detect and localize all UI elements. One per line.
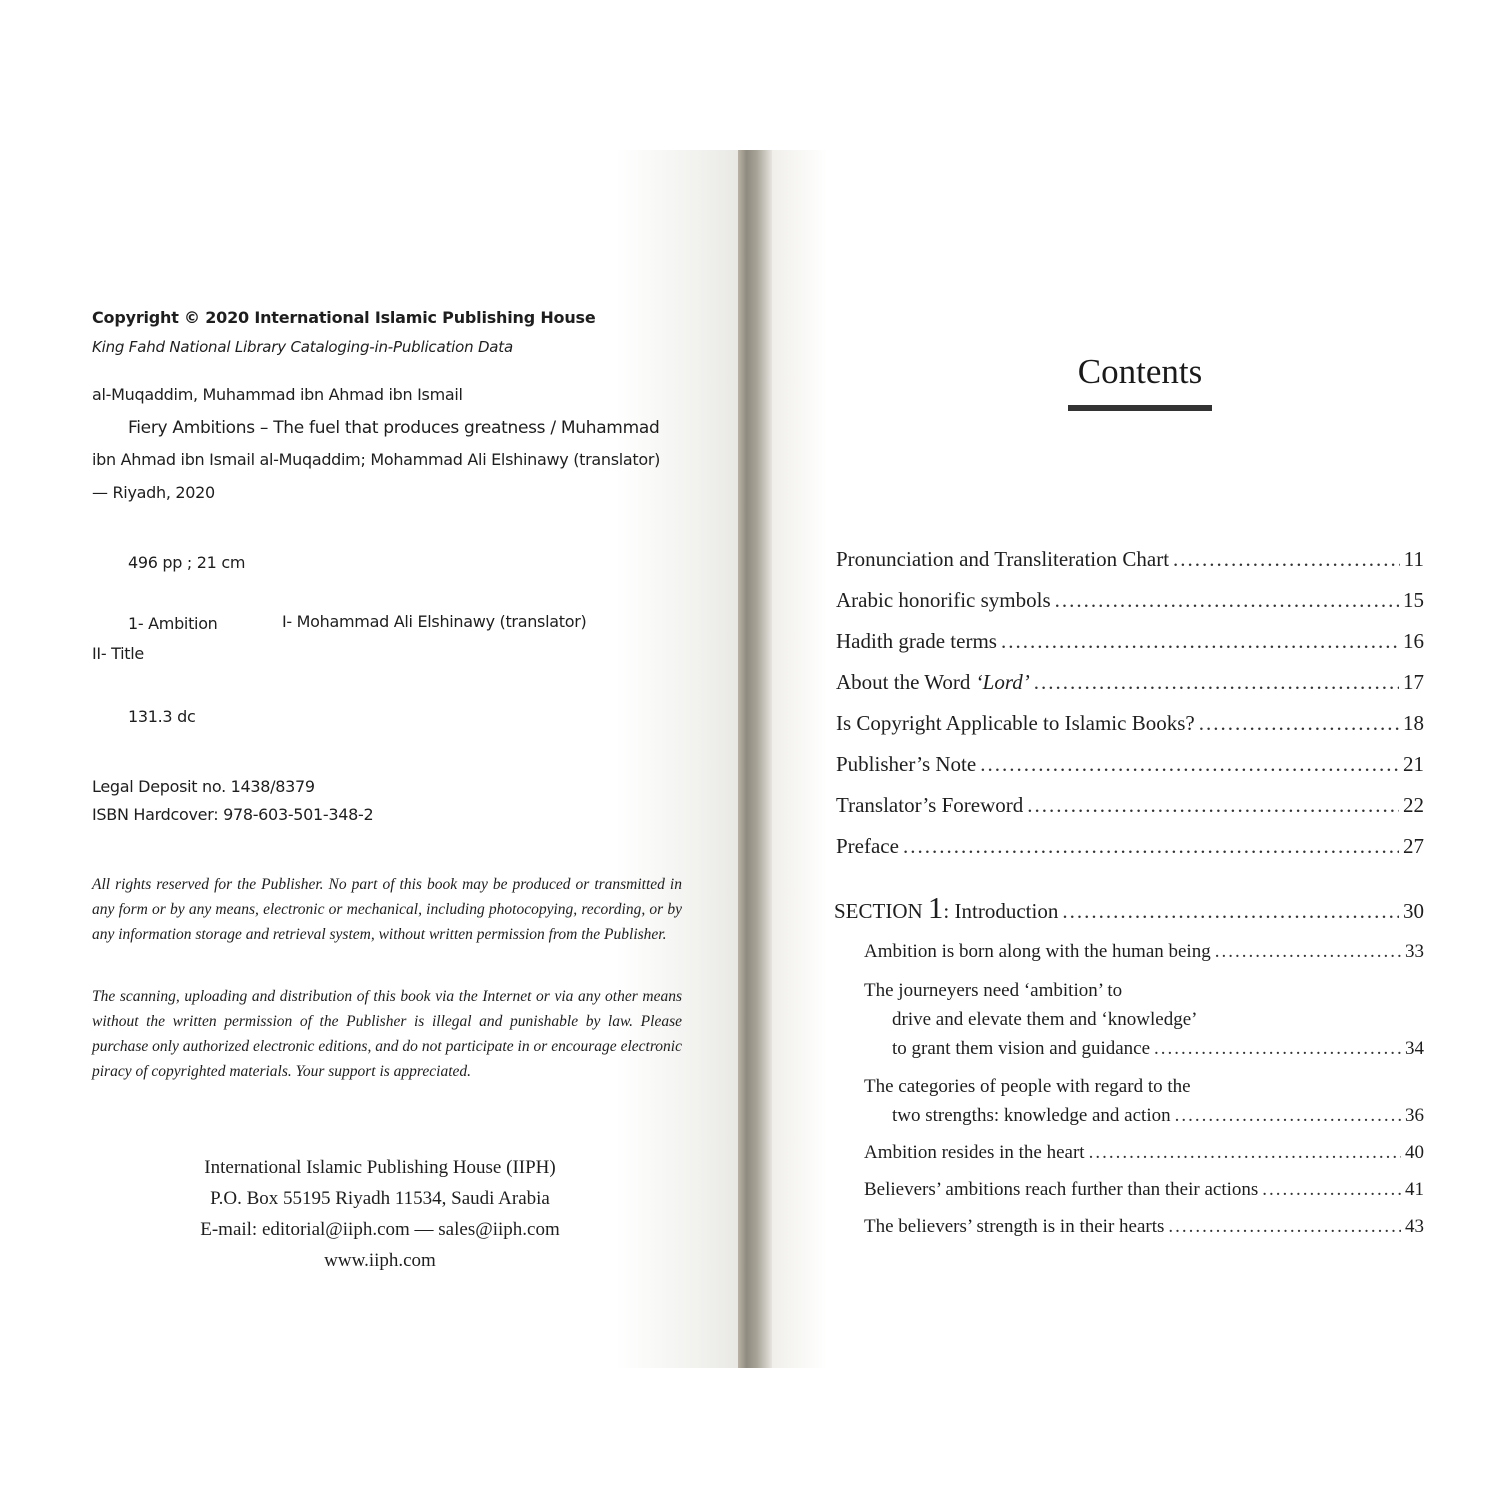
toc-leader-dots [1154,1038,1401,1060]
rights-paragraph: All rights reserved for the Publisher. No part of this book may be produced or transmitted in any form or by any means, electronic or mechanical, including photocopying, recording, or by any information storage and retrieval system, without written permission from the Publisher. [92,876,682,943]
author-line: al-Muqaddim, Muhammad ibn Ahmad ibn Ismail [92,385,463,404]
toc-entry-label: The believers’ strength is in their hearts [864,1216,1165,1237]
isbn: ISBN Hardcover: 978-603-501-348-2 [92,805,374,824]
toc-entry-label: Publisher’s Note [836,752,977,776]
toc-entry [836,629,1424,654]
toc-entry-page: 17 [1403,670,1424,694]
toc-sub-entry [864,1142,1424,1164]
toc-leader-dots [903,834,1399,859]
title-underline [1068,405,1212,411]
publisher-email: E-mail: editorial@iiph.com — sales@iiph.com [200,1219,560,1240]
toc-entry-label: Is Copyright Applicable to Islamic Books? [836,711,1195,735]
toc-entry-page: 41 [1405,1179,1424,1200]
toc-entry-page: 36 [1405,1105,1424,1126]
subject-2: I- Mohammad Ali Elshinawy (translator) [282,612,587,631]
toc-entry-label: Believers’ ambitions reach further than their actions [864,1179,1259,1200]
toc-leader-dots [980,752,1399,777]
toc-entry-label: Preface [836,834,899,858]
toc-entry [836,793,1424,818]
toc-entry-label-prefix: About the Word [836,670,976,694]
publisher-name: International Islamic Publishing House (IIPH) [204,1157,556,1178]
publisher-address: P.O. Box 55195 Riyadh 11534, Saudi Arabia [210,1188,550,1209]
toc-sub-entry-line: The categories of people with regard to the [864,1076,1191,1097]
toc-leader-dots [1175,1105,1401,1127]
toc-entry-label: two strengths: knowledge and action [892,1105,1171,1126]
section-number: 1 [927,890,944,925]
toc-sub-entry [864,941,1424,963]
toc-entry-page: 18 [1403,711,1424,735]
section-heading-label [834,890,1058,926]
toc-sub-entry [864,1216,1424,1238]
toc-sub-entry-line: The journeyers need ‘ambition’ to [864,980,1123,1001]
toc-leader-dots [1199,711,1399,736]
section-title: : Introduction [943,899,1059,923]
toc-leader-dots [1027,793,1399,818]
title-line-3: — Riyadh, 2020 [92,483,215,502]
toc-entry [836,834,1424,859]
toc-leader-dots [1089,1142,1401,1164]
toc-sub-entry [892,1105,1424,1127]
toc-entry [836,547,1424,572]
legal-deposit: Legal Deposit no. 1438/8379 [92,777,315,796]
toc-entry [836,670,1424,695]
title-line-1: Fiery Ambitions – The fuel that produces greatness / Muhammad [128,418,660,438]
toc-leader-dots [1168,1216,1401,1238]
page-count: 496 pp ; 21 cm [128,553,246,572]
toc-entry-page: 22 [1403,793,1424,817]
copyright-line: Copyright © 2020 International Islamic Publishing House [92,308,596,327]
toc-leader-dots [1215,941,1401,963]
scanning-paragraph: The scanning, uploading and distribution of this book via the Internet or via any other means without the written permission of the Publisher is illegal and punishable by law. Please purchase only authorized electronic editions, and do not participate in or encourage electronic piracy of copyrighted materials. Your support is appreciated. [92,988,682,1080]
toc-entry-label: Ambition resides in the heart [864,1142,1085,1163]
toc-entry-page: 27 [1403,834,1424,858]
toc-entry-label: Translator’s Foreword [836,793,1024,817]
toc-entry-label: Pronunciation and Transliteration Chart [836,547,1170,571]
toc-entry [836,752,1424,777]
toc-leader-dots [1034,670,1399,695]
toc-entry-label: to grant them vision and guidance [892,1038,1151,1059]
subject-1: 1- Ambition [128,614,218,633]
toc-entry-page: 11 [1403,547,1424,571]
toc-entry-page: 21 [1403,752,1424,776]
toc-entry-page: 40 [1405,1142,1424,1163]
toc-leader-dots [1062,899,1399,924]
toc-section-heading [834,890,1424,926]
toc-entry-page: 30 [1403,899,1424,923]
section-prefix: SECTION [834,899,928,923]
toc-entry [836,711,1424,736]
classification: 131.3 dc [128,707,196,726]
toc-leader-dots [1262,1179,1401,1201]
subject-3: II- Title [92,644,144,663]
toc-entry-label: Arabic honorific symbols [836,588,1051,612]
toc-entry-page: 34 [1405,1038,1424,1059]
toc-leader-dots [1173,547,1400,572]
toc-entry-label: Hadith grade terms [836,629,997,653]
toc-leader-dots [1001,629,1399,654]
cip-heading: King Fahd National Library Cataloging-in-Publication Data [92,338,513,356]
book-spine [738,150,772,1368]
toc-sub-entry-line: drive and elevate them and ‘knowledge’ [892,1009,1198,1030]
toc-entry-page: 16 [1403,629,1424,653]
toc-entry-label: Ambition is born along with the human being [864,941,1211,962]
title-line-2: ibn Ahmad ibn Ismail al-Muqaddim; Mohammad Ali Elshinawy (translator) [92,450,661,469]
toc-entry [836,588,1424,613]
publisher-address-block [160,1152,600,1276]
toc-sub-entry [864,1179,1424,1201]
toc-leader-dots [1055,588,1399,613]
toc-entry-label [836,670,1030,695]
contents-title: Contents [1077,352,1203,391]
toc-entry-label-italic: ‘Lord’ [975,670,1030,694]
publisher-website: www.iiph.com [324,1250,436,1271]
toc-sub-entry [892,1038,1424,1060]
toc-entry-page: 43 [1405,1216,1424,1237]
toc-entry-page: 15 [1403,588,1424,612]
toc-entry-page: 33 [1405,941,1424,962]
